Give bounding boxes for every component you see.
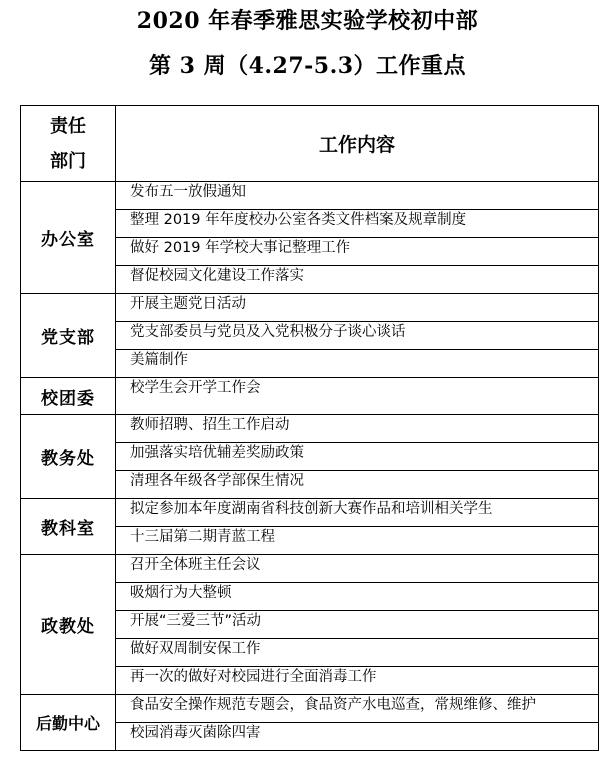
work-item: 召开全体班主任会议 [116,555,599,583]
dept-youth-league: 校团委 [21,378,116,415]
header-dept-line1: 责任 [50,115,86,137]
dept-office: 办公室 [21,182,116,294]
work-item: 开展“三爱三节”活动 [116,611,599,639]
table-row [21,182,599,210]
table-header-row [21,106,599,182]
dept-student-affairs: 政教处 [21,555,116,695]
dept-academic-affairs: 教务处 [21,415,116,499]
work-item: 美篇制作 [116,350,599,378]
work-item: 拟定参加本年度湖南省科技创新大赛作品和培训相关学生 [116,499,599,527]
work-item: 校园消毒灭菌除四害 [116,723,599,751]
work-item: 做好 2019 年学校大事记整理工作 [116,238,599,266]
dept-party-branch: 党支部 [21,294,116,378]
header-dept-line2: 部门 [50,150,86,172]
header-dept [21,106,116,182]
work-item: 教师招聘、招生工作启动 [116,415,599,443]
work-item: 发布五一放假通知 [116,182,599,210]
table-row [21,378,599,415]
work-item: 开展主题党日活动 [116,294,599,322]
work-item: 党支部委员与党员及入党积极分子谈心谈话 [116,322,599,350]
work-item: 做好双周制安保工作 [116,639,599,667]
work-item: 校学生会开学工作会 [116,378,599,415]
table-row [21,294,599,322]
work-item: 加强落实培优辅差奖励政策 [116,443,599,471]
work-item: 食品安全操作规范专题会，食品资产水电巡查，常规维修、维护 [116,695,599,723]
document-subtitle: 第 3 周（4.27-5.3）工作重点 [148,53,467,79]
work-item: 十三届第二期青蓝工程 [116,527,599,555]
table-row [21,555,599,583]
work-item: 整理 2019 年年度校办公室各类文件档案及规章制度 [116,210,599,238]
work-item: 再一次的做好对校园进行全面消毒工作 [116,667,599,695]
table-row [21,415,599,443]
work-item: 督促校园文化建设工作落实 [116,266,599,294]
document-title: 2020 年春季雅思实验学校初中部 [136,8,479,34]
work-item: 清理各年级各学部保生情况 [116,471,599,499]
header-work: 工作内容 [116,106,599,182]
work-item: 吸烟行为大整顿 [116,583,599,611]
table-row [21,499,599,527]
dept-logistics-center: 后勤中心 [21,695,116,751]
work-plan-table [20,105,599,751]
table-row [21,695,599,723]
dept-research-office: 教科室 [21,499,116,555]
